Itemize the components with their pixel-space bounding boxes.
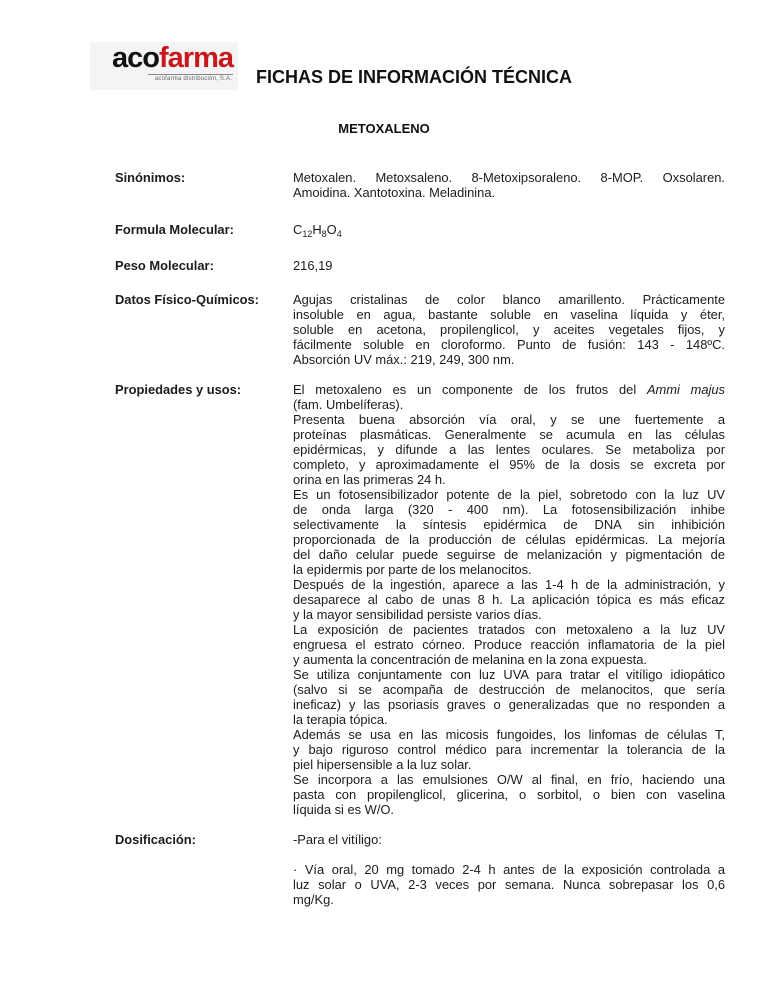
text-line: Absorción UV máx.: 219, 249, 300 nm.	[293, 352, 515, 367]
section-content	[293, 292, 725, 367]
section-row-formula-molecular	[115, 222, 727, 237]
text-line: completo, y aproximadamente el 95% de la dosis se excreta por	[293, 457, 725, 472]
substance-title: METOXALENO	[338, 121, 430, 136]
text-line: Después de la ingestión, aparece a las 1-4 h de la administración, y	[293, 577, 725, 592]
text-line: · Vía oral, 20 mg tomado 2-4 h antes de la exposición controlada a	[293, 862, 725, 877]
text-line: selectivamente la síntesis epidérmica de DNA sin inhibición	[293, 517, 725, 532]
text-line: y aumenta la concentración de melanina en la zona expuesta.	[293, 652, 648, 667]
page-title: FICHAS DE INFORMACIÓN TÉCNICA	[256, 67, 572, 87]
text-line: Además se usa en las micosis fungoides, los linfomas de células T,	[293, 727, 725, 742]
text-line: soluble en acetona, propilenglicol, y aceites vegetales fijos, y	[293, 322, 725, 337]
text-line: insoluble en agua, bastante soluble en vaselina líquida y éter,	[293, 307, 725, 322]
text-line: Es un fotosensibilizador potente de la piel, sobretodo con la luz UV	[293, 487, 725, 502]
section-label: Datos Físico-Químicos:	[115, 292, 259, 307]
text-line: Agujas cristalinas de color blanco amarillento. Prácticamente	[293, 292, 725, 307]
text-line: Se incorpora a las emulsiones O/W al final, en frío, haciendo una	[293, 772, 725, 787]
blank-line	[293, 847, 725, 862]
text-line: desaparece al cabo de unas 8 h. La aplicación tópica es más eficaz	[293, 592, 725, 607]
text-line: (fam. Umbelíferas).	[293, 397, 404, 412]
logo-text-aco: aco	[112, 42, 159, 74]
text-line: 216,19	[293, 258, 333, 273]
text-line: Se utiliza conjuntamente con luz UVA para tratar el vitíligo idiopático	[293, 667, 725, 682]
section-content	[293, 170, 725, 200]
text-line: proteínas plasmáticas. Generalmente se acumula en las células	[293, 427, 725, 442]
section-label: Peso Molecular:	[115, 258, 214, 273]
text-line: $C_{12}H_8O_4$	[293, 222, 342, 239]
text-line: del daño celular puede seguirse de melanización y pigmentación de	[293, 547, 725, 562]
text-line: de onda larga (320 - 400 nm). La fotosensibilización inhibe	[293, 502, 725, 517]
text-line: Amoidina. Xantotoxina. Meladinina.	[293, 185, 496, 200]
logo-text-farma: farma	[159, 42, 233, 74]
text-line: engruesa el estrato córneo. Produce reacción inflamatoria de la piel	[293, 637, 725, 652]
text-line: Metoxalen. Metoxsaleno. 8-Metoxipsoraleno. 8-MOP. Oxsolaren.	[293, 170, 725, 185]
sections-container	[115, 170, 727, 907]
text-line: Presenta buena absorción vía oral, y se une fuertemente a	[293, 412, 725, 427]
text-line: fácilmente soluble en cloroformo. Punto de fusión: 143 - 148ºC.	[293, 337, 725, 352]
text-line: -Para el vitíligo:	[293, 832, 382, 847]
section-content	[293, 832, 725, 907]
logo-tagline: acofarma distribución, S.A.	[154, 76, 232, 82]
text-line: La exposición de pacientes tratados con metoxaleno a la luz UV	[293, 622, 725, 637]
section-row-dosificacion	[115, 832, 727, 907]
text-line: pasta con propilenglicol, glicerina, o sorbitol, o bien con vaselina	[293, 787, 725, 802]
section-content	[293, 382, 725, 817]
text-line: (salvo si se acompaña de destrucción de melanocitos, que sería	[293, 682, 725, 697]
section-content	[293, 222, 725, 237]
text-line: y la mayor sensibilidad persiste varios días.	[293, 607, 542, 622]
section-content	[293, 258, 725, 273]
section-row-propiedades-y-usos	[115, 382, 727, 817]
text-line: orina en las primeras 24 h.	[293, 472, 446, 487]
text-line: piel hipersensible a la luz solar.	[293, 757, 472, 772]
section-label: Sinónimos:	[115, 170, 186, 185]
section-label: Formula Molecular:	[115, 222, 234, 237]
text-line: líquida si es W/O.	[293, 802, 395, 817]
section-label: Dosificación:	[115, 832, 196, 847]
text-line: la epidermis por parte de los melanocitos.	[293, 562, 532, 577]
text-line: mg/Kg.	[293, 892, 334, 907]
text-line: luz solar o UVA, 2-3 veces por semana. Nunca sobrepasar los 0,6	[293, 877, 725, 892]
text-line: y bajo riguroso control médico para incrementar la tolerancia de la	[293, 742, 725, 757]
text-line: epidérmicas, y difunde a las lentes oculares. Se metaboliza por	[293, 442, 725, 457]
text-line: El metoxaleno es un componente de los frutos del Ammi majus	[293, 382, 726, 397]
section-row-datos-fisico-quimicos	[115, 292, 727, 367]
section-row-peso-molecular	[115, 258, 727, 273]
text-line: la terapia tópica.	[293, 712, 388, 727]
text-line: ineficaz) y las psoriasis graves o generalizadas que no responden a	[293, 697, 725, 712]
text-line: proporcionada de la producción de células epidérmicas. La mejoría	[293, 532, 725, 547]
section-row-sinonimos	[115, 170, 727, 200]
section-label: Propiedades y usos:	[115, 382, 242, 397]
